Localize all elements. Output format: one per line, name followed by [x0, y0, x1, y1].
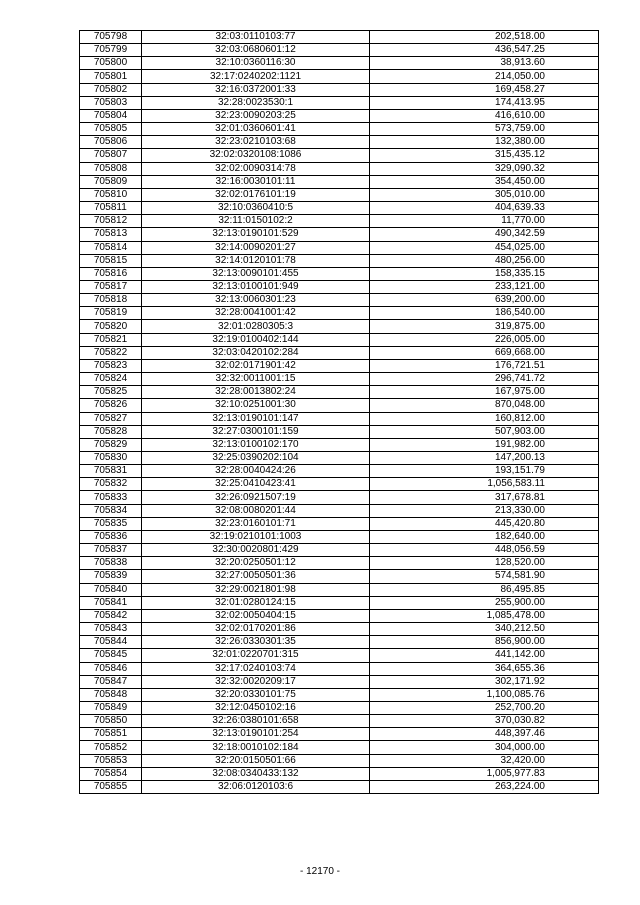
cadastral-code-cell: 32:10:0251001:30 — [142, 399, 370, 412]
cadastral-code-cell: 32:16:0030101:11 — [142, 175, 370, 188]
table-row — [80, 570, 599, 583]
amount-cell: 436,547.25 — [370, 44, 599, 57]
cadastral-code-cell: 32:08:0340433:132 — [142, 767, 370, 780]
table-row — [80, 136, 599, 149]
table-row — [80, 662, 599, 675]
record-id-cell: 705798 — [80, 31, 142, 44]
record-id-cell: 705834 — [80, 504, 142, 517]
table-row — [80, 31, 599, 44]
cadastral-code-cell: 32:20:0250501:12 — [142, 557, 370, 570]
table-row — [80, 254, 599, 267]
table-row — [80, 294, 599, 307]
record-id-cell: 705851 — [80, 728, 142, 741]
table-row — [80, 333, 599, 346]
amount-cell: 296,741.72 — [370, 373, 599, 386]
amount-cell: 329,090.32 — [370, 162, 599, 175]
record-id-cell: 705800 — [80, 57, 142, 70]
record-id-cell: 705840 — [80, 583, 142, 596]
record-id-cell: 705821 — [80, 333, 142, 346]
cadastral-code-cell: 32:27:0300101:159 — [142, 425, 370, 438]
record-id-cell: 705807 — [80, 149, 142, 162]
amount-cell: 128,520.00 — [370, 557, 599, 570]
record-id-cell: 705817 — [80, 280, 142, 293]
amount-cell: 490,342.59 — [370, 228, 599, 241]
table-row — [80, 728, 599, 741]
amount-cell: 11,770.00 — [370, 215, 599, 228]
cadastral-code-cell: 32:32:0020209:17 — [142, 675, 370, 688]
table-row — [80, 346, 599, 359]
table-row — [80, 504, 599, 517]
record-id-cell: 705848 — [80, 688, 142, 701]
cadastral-code-cell: 32:25:0390202:104 — [142, 452, 370, 465]
record-id-cell: 705808 — [80, 162, 142, 175]
table-row — [80, 491, 599, 504]
cadastral-code-cell: 32:26:0380101:658 — [142, 715, 370, 728]
cadastral-code-cell: 32:26:0921507:19 — [142, 491, 370, 504]
cadastral-code-cell: 32:06:0120103:6 — [142, 780, 370, 793]
cadastral-code-cell: 32:17:0240202:1121 — [142, 70, 370, 83]
amount-cell: 340,212.50 — [370, 623, 599, 636]
record-id-cell: 705855 — [80, 780, 142, 793]
cadastral-code-cell: 32:02:0320108:1086 — [142, 149, 370, 162]
cadastral-code-cell: 32:13:0190101:254 — [142, 728, 370, 741]
cadastral-code-cell: 32:20:0330101:75 — [142, 688, 370, 701]
table-row — [80, 149, 599, 162]
amount-cell: 252,700.20 — [370, 701, 599, 714]
record-id-cell: 705846 — [80, 662, 142, 675]
cadastral-code-cell: 32:02:0170201:86 — [142, 623, 370, 636]
cadastral-code-cell: 32:02:0050404:15 — [142, 609, 370, 622]
record-id-cell: 705810 — [80, 188, 142, 201]
record-id-cell: 705825 — [80, 386, 142, 399]
amount-cell: 169,458.27 — [370, 83, 599, 96]
table-row — [80, 701, 599, 714]
amount-cell: 147,200.13 — [370, 452, 599, 465]
record-id-cell: 705812 — [80, 215, 142, 228]
table-row — [80, 623, 599, 636]
amount-cell: 669,668.00 — [370, 346, 599, 359]
table-row — [80, 241, 599, 254]
cadastral-code-cell: 32:01:0280124:15 — [142, 596, 370, 609]
amount-cell: 160,812.00 — [370, 412, 599, 425]
table-row — [80, 386, 599, 399]
record-id-cell: 705803 — [80, 96, 142, 109]
table-row — [80, 780, 599, 793]
record-id-cell: 705837 — [80, 544, 142, 557]
table-row — [80, 636, 599, 649]
table-row — [80, 96, 599, 109]
record-id-cell: 705816 — [80, 267, 142, 280]
cadastral-code-cell: 32:08:0080201:44 — [142, 504, 370, 517]
cadastral-code-cell: 32:11:0150102:2 — [142, 215, 370, 228]
cadastral-code-cell: 32:13:0100102:170 — [142, 438, 370, 451]
amount-cell: 202,518.00 — [370, 31, 599, 44]
record-id-cell: 705842 — [80, 609, 142, 622]
table-row — [80, 412, 599, 425]
table-row — [80, 83, 599, 96]
table-row — [80, 228, 599, 241]
cadastral-code-cell: 32:13:0190101:529 — [142, 228, 370, 241]
table-row — [80, 544, 599, 557]
record-id-cell: 705802 — [80, 83, 142, 96]
cadastral-code-cell: 32:02:0090314:78 — [142, 162, 370, 175]
cadastral-code-cell: 32:25:0410423:41 — [142, 478, 370, 491]
table-row — [80, 478, 599, 491]
amount-cell: 480,256.00 — [370, 254, 599, 267]
record-id-cell: 705852 — [80, 741, 142, 754]
amount-cell: 32,420.00 — [370, 754, 599, 767]
table-row — [80, 202, 599, 215]
records-table-body — [80, 31, 599, 794]
table-row — [80, 162, 599, 175]
record-id-cell: 705814 — [80, 241, 142, 254]
table-row — [80, 307, 599, 320]
records-table — [79, 30, 599, 794]
table-row — [80, 359, 599, 372]
record-id-cell: 705835 — [80, 517, 142, 530]
amount-cell: 214,050.00 — [370, 70, 599, 83]
cadastral-code-cell: 32:13:0090101:455 — [142, 267, 370, 280]
amount-cell: 319,875.00 — [370, 320, 599, 333]
table-row — [80, 280, 599, 293]
cadastral-code-cell: 32:17:0240103:74 — [142, 662, 370, 675]
record-id-cell: 705819 — [80, 307, 142, 320]
cadastral-code-cell: 32:19:0100402:144 — [142, 333, 370, 346]
record-id-cell: 705850 — [80, 715, 142, 728]
record-id-cell: 705826 — [80, 399, 142, 412]
cadastral-code-cell: 32:10:0360410:5 — [142, 202, 370, 215]
amount-cell: 404,639.33 — [370, 202, 599, 215]
table-row — [80, 175, 599, 188]
amount-cell: 573,759.00 — [370, 123, 599, 136]
table-row — [80, 188, 599, 201]
record-id-cell: 705824 — [80, 373, 142, 386]
table-row — [80, 452, 599, 465]
amount-cell: 1,085,478.00 — [370, 609, 599, 622]
table-row — [80, 438, 599, 451]
cadastral-code-cell: 32:14:0090201:27 — [142, 241, 370, 254]
amount-cell: 193,151.79 — [370, 465, 599, 478]
cadastral-code-cell: 32:18:0010102:184 — [142, 741, 370, 754]
record-id-cell: 705828 — [80, 425, 142, 438]
table-row — [80, 465, 599, 478]
cadastral-code-cell: 32:16:0372001:33 — [142, 83, 370, 96]
cadastral-code-cell: 32:23:0210103:68 — [142, 136, 370, 149]
cadastral-code-cell: 32:10:0360116:30 — [142, 57, 370, 70]
cadastral-code-cell: 32:03:0680601:12 — [142, 44, 370, 57]
cadastral-code-cell: 32:26:0330301:35 — [142, 636, 370, 649]
amount-cell: 445,420.80 — [370, 517, 599, 530]
page-number: - 12170 - — [299, 866, 341, 877]
amount-cell: 186,540.00 — [370, 307, 599, 320]
amount-cell: 302,171.92 — [370, 675, 599, 688]
record-id-cell: 705854 — [80, 767, 142, 780]
amount-cell: 870,048.00 — [370, 399, 599, 412]
record-id-cell: 705829 — [80, 438, 142, 451]
amount-cell: 191,982.00 — [370, 438, 599, 451]
record-id-cell: 705806 — [80, 136, 142, 149]
cadastral-code-cell: 32:28:0023530:1 — [142, 96, 370, 109]
amount-cell: 315,435.12 — [370, 149, 599, 162]
record-id-cell: 705804 — [80, 109, 142, 122]
amount-cell: 174,413.95 — [370, 96, 599, 109]
cadastral-code-cell: 32:27:0050501:36 — [142, 570, 370, 583]
record-id-cell: 705833 — [80, 491, 142, 504]
amount-cell: 233,121.00 — [370, 280, 599, 293]
record-id-cell: 705820 — [80, 320, 142, 333]
table-row — [80, 767, 599, 780]
amount-cell: 448,397.46 — [370, 728, 599, 741]
amount-cell: 507,903.00 — [370, 425, 599, 438]
amount-cell: 639,200.00 — [370, 294, 599, 307]
record-id-cell: 705818 — [80, 294, 142, 307]
record-id-cell: 705832 — [80, 478, 142, 491]
cadastral-code-cell: 32:14:0120101:78 — [142, 254, 370, 267]
cadastral-code-cell: 32:02:0176101:19 — [142, 188, 370, 201]
cadastral-code-cell: 32:03:0420102:284 — [142, 346, 370, 359]
amount-cell: 167,975.00 — [370, 386, 599, 399]
record-id-cell: 705843 — [80, 623, 142, 636]
amount-cell: 176,721.51 — [370, 359, 599, 372]
amount-cell: 364,655.36 — [370, 662, 599, 675]
cadastral-code-cell: 32:20:0150501:66 — [142, 754, 370, 767]
cadastral-code-cell: 32:19:0210101:1003 — [142, 530, 370, 543]
table-row — [80, 596, 599, 609]
record-id-cell: 705811 — [80, 202, 142, 215]
table-row — [80, 741, 599, 754]
table-row — [80, 609, 599, 622]
amount-cell: 454,025.00 — [370, 241, 599, 254]
table-row — [80, 57, 599, 70]
table-row — [80, 373, 599, 386]
amount-cell: 86,495.85 — [370, 583, 599, 596]
cadastral-code-cell: 32:13:0100101:949 — [142, 280, 370, 293]
record-id-cell: 705823 — [80, 359, 142, 372]
record-id-cell: 705847 — [80, 675, 142, 688]
record-id-cell: 705844 — [80, 636, 142, 649]
record-id-cell: 705815 — [80, 254, 142, 267]
record-id-cell: 705805 — [80, 123, 142, 136]
record-id-cell: 705830 — [80, 452, 142, 465]
amount-cell: 1,056,583.11 — [370, 478, 599, 491]
record-id-cell: 705836 — [80, 530, 142, 543]
cadastral-code-cell: 32:29:0021801:98 — [142, 583, 370, 596]
amount-cell: 317,678.81 — [370, 491, 599, 504]
amount-cell: 1,005,977.83 — [370, 767, 599, 780]
amount-cell: 370,030.82 — [370, 715, 599, 728]
cadastral-code-cell: 32:30:0020801:429 — [142, 544, 370, 557]
cadastral-code-cell: 32:02:0171901:42 — [142, 359, 370, 372]
table-row — [80, 70, 599, 83]
cadastral-code-cell: 32:01:0360601:41 — [142, 123, 370, 136]
record-id-cell: 705813 — [80, 228, 142, 241]
cadastral-code-cell: 32:01:0220701:315 — [142, 649, 370, 662]
amount-cell: 441,142.00 — [370, 649, 599, 662]
amount-cell: 1,100,085.76 — [370, 688, 599, 701]
cadastral-code-cell: 32:12:0450102:16 — [142, 701, 370, 714]
table-row — [80, 688, 599, 701]
amount-cell: 416,610.00 — [370, 109, 599, 122]
record-id-cell: 705838 — [80, 557, 142, 570]
amount-cell: 574,581.90 — [370, 570, 599, 583]
table-row — [80, 517, 599, 530]
cadastral-code-cell: 32:23:0090203:25 — [142, 109, 370, 122]
table-row — [80, 109, 599, 122]
table-row — [80, 530, 599, 543]
table-row — [80, 267, 599, 280]
table-row — [80, 715, 599, 728]
record-id-cell: 705845 — [80, 649, 142, 662]
cadastral-code-cell: 32:32:0011001:15 — [142, 373, 370, 386]
table-row — [80, 425, 599, 438]
record-id-cell: 705827 — [80, 412, 142, 425]
table-row — [80, 123, 599, 136]
amount-cell: 856,900.00 — [370, 636, 599, 649]
amount-cell: 263,224.00 — [370, 780, 599, 793]
table-row — [80, 557, 599, 570]
cadastral-code-cell: 32:28:0040424:26 — [142, 465, 370, 478]
record-id-cell: 705801 — [80, 70, 142, 83]
cadastral-code-cell: 32:03:0110103:77 — [142, 31, 370, 44]
table-row — [80, 399, 599, 412]
cadastral-code-cell: 32:01:0280305:3 — [142, 320, 370, 333]
amount-cell: 38,913.60 — [370, 57, 599, 70]
record-id-cell: 705831 — [80, 465, 142, 478]
amount-cell: 226,005.00 — [370, 333, 599, 346]
amount-cell: 304,000.00 — [370, 741, 599, 754]
record-id-cell: 705839 — [80, 570, 142, 583]
amount-cell: 132,380.00 — [370, 136, 599, 149]
table-row — [80, 675, 599, 688]
amount-cell: 305,010.00 — [370, 188, 599, 201]
record-id-cell: 705849 — [80, 701, 142, 714]
table-row — [80, 320, 599, 333]
table-row — [80, 44, 599, 57]
record-id-cell: 705799 — [80, 44, 142, 57]
record-id-cell: 705841 — [80, 596, 142, 609]
cadastral-code-cell: 32:13:0190101:147 — [142, 412, 370, 425]
table-row — [80, 583, 599, 596]
table-row — [80, 215, 599, 228]
table-row — [80, 649, 599, 662]
table-row — [80, 754, 599, 767]
cadastral-code-cell: 32:28:0041001:42 — [142, 307, 370, 320]
cadastral-code-cell: 32:23:0160101:71 — [142, 517, 370, 530]
amount-cell: 158,335.15 — [370, 267, 599, 280]
record-id-cell: 705853 — [80, 754, 142, 767]
amount-cell: 255,900.00 — [370, 596, 599, 609]
cadastral-code-cell: 32:28:0013802:24 — [142, 386, 370, 399]
amount-cell: 354,450.00 — [370, 175, 599, 188]
amount-cell: 213,330.00 — [370, 504, 599, 517]
amount-cell: 182,640.00 — [370, 530, 599, 543]
record-id-cell: 705822 — [80, 346, 142, 359]
cadastral-code-cell: 32:13:0060301:23 — [142, 294, 370, 307]
amount-cell: 448,056.59 — [370, 544, 599, 557]
record-id-cell: 705809 — [80, 175, 142, 188]
